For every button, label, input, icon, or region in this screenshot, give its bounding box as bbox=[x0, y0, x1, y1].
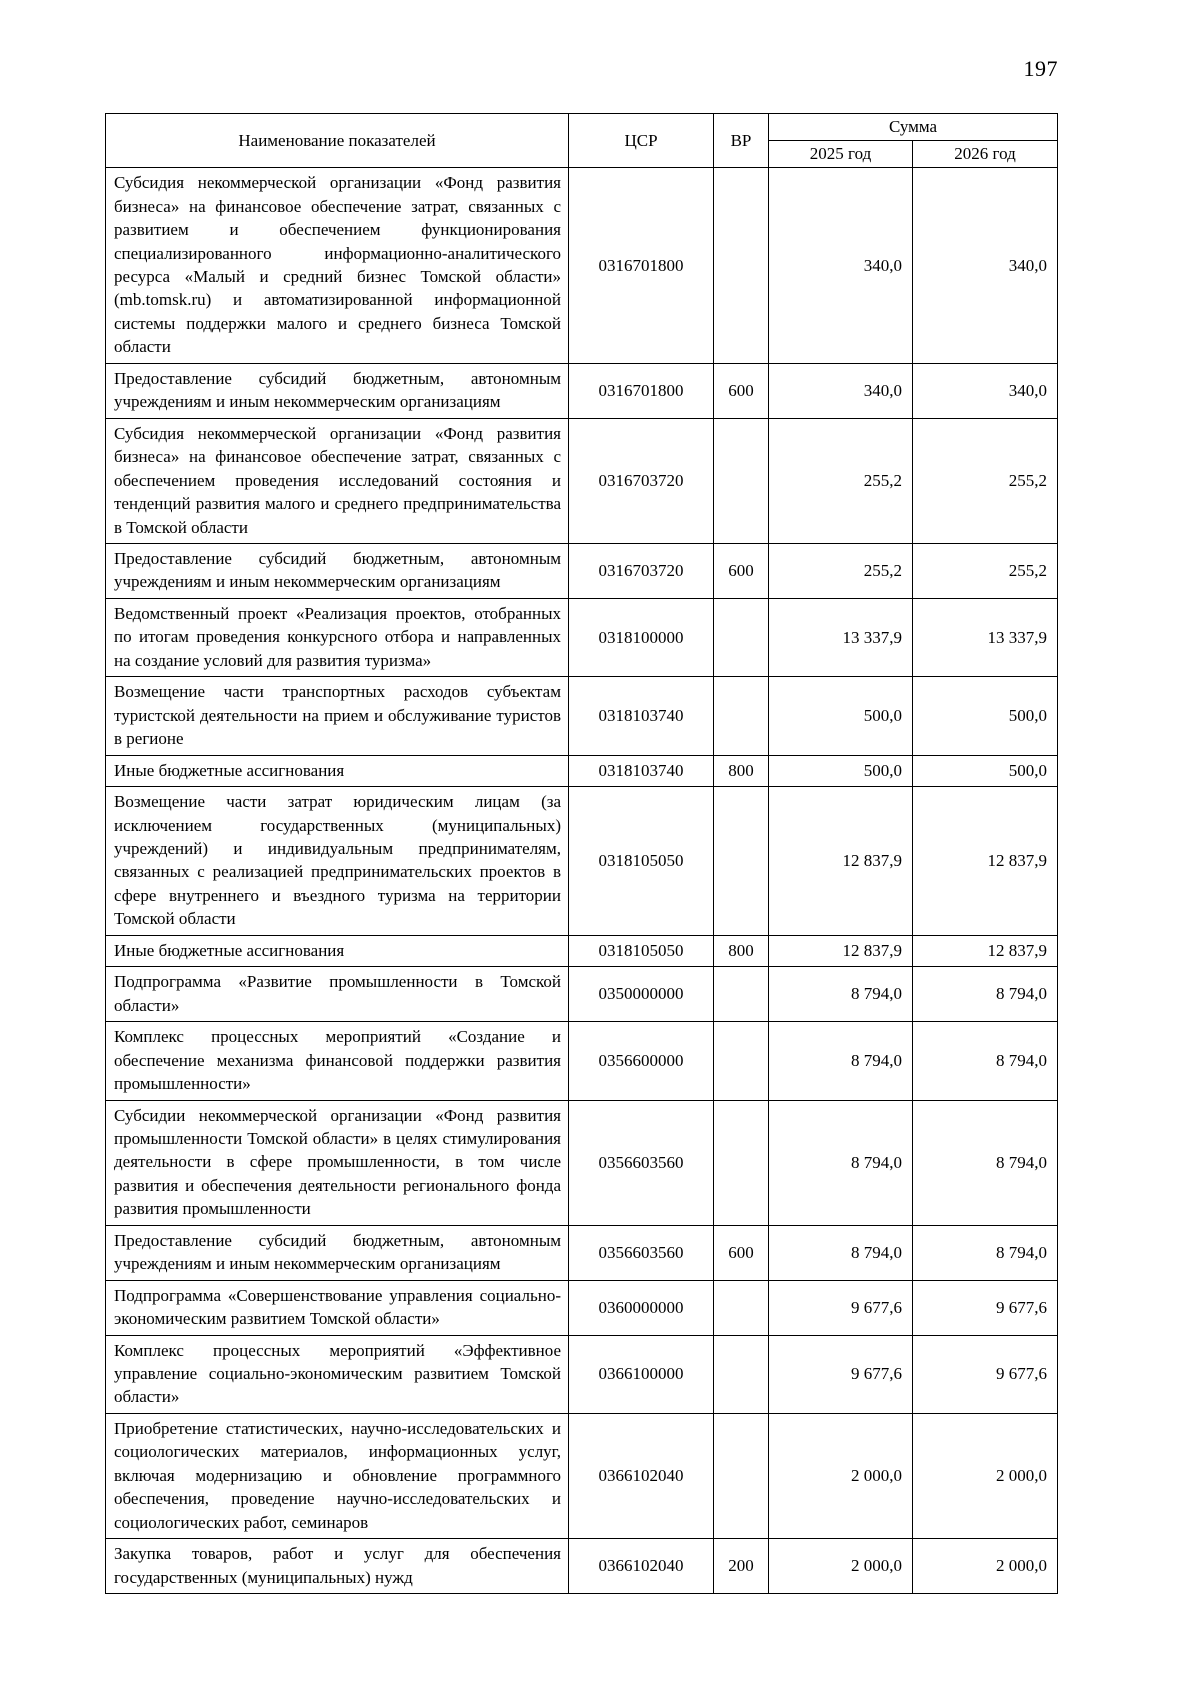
row-vr-code bbox=[714, 1022, 769, 1100]
row-vr-code bbox=[714, 1280, 769, 1335]
row-vr-code: 600 bbox=[714, 363, 769, 418]
row-csr-code: 0316701800 bbox=[569, 363, 714, 418]
row-amount-2025: 12 837,9 bbox=[769, 787, 913, 936]
row-amount-2026: 8 794,0 bbox=[913, 1100, 1058, 1225]
row-csr-code: 0350000000 bbox=[569, 967, 714, 1022]
row-name: Закупка товаров, работ и услуг для обеспечения государственных (муниципальных) нужд bbox=[106, 1539, 569, 1594]
table-row bbox=[106, 1539, 1058, 1594]
row-amount-2025: 500,0 bbox=[769, 755, 913, 786]
row-name: Ведомственный проект «Реализация проектов, отобранных по итогам проведения конкурсного отбора и направленных на создание условий для развития туризма» bbox=[106, 598, 569, 676]
row-amount-2025: 255,2 bbox=[769, 418, 913, 543]
row-csr-code: 0366100000 bbox=[569, 1335, 714, 1413]
row-amount-2026: 12 837,9 bbox=[913, 935, 1058, 966]
table-row bbox=[106, 755, 1058, 786]
table-row bbox=[106, 787, 1058, 936]
table-row bbox=[106, 1100, 1058, 1225]
row-csr-code: 0366102040 bbox=[569, 1539, 714, 1594]
row-name: Иные бюджетные ассигнования bbox=[106, 935, 569, 966]
row-name: Комплекс процессных мероприятий «Создание и обеспечение механизма финансовой поддержки развития промышленности» bbox=[106, 1022, 569, 1100]
table-row bbox=[106, 598, 1058, 676]
column-header-vr: ВР bbox=[714, 114, 769, 168]
row-amount-2026: 255,2 bbox=[913, 543, 1058, 598]
row-name: Подпрограмма «Совершенствование управления социально-экономическим развитием Томской области» bbox=[106, 1280, 569, 1335]
row-amount-2025: 9 677,6 bbox=[769, 1280, 913, 1335]
row-amount-2025: 2 000,0 bbox=[769, 1413, 913, 1538]
row-vr-code bbox=[714, 1413, 769, 1538]
row-amount-2025: 8 794,0 bbox=[769, 1022, 913, 1100]
column-header-name: Наименование показателей bbox=[106, 114, 569, 168]
row-vr-code bbox=[714, 787, 769, 936]
row-name: Субсидии некоммерческой организации «Фонд развития промышленности Томской области» в целях стимулирования деятельности в сфере промышленности, в том числе развития и обеспечения деятельности регионального фонда развития промышленности bbox=[106, 1100, 569, 1225]
row-amount-2025: 340,0 bbox=[769, 168, 913, 364]
row-name: Подпрограмма «Развитие промышленности в Томской области» bbox=[106, 967, 569, 1022]
row-name: Возмещение части затрат юридическим лицам (за исключением государственных (муниципальных) учреждений) и индивидуальным предпринимателям, связанных с реализацией предпринимательских проектов в сфере внутреннего и въездного туризма на территории Томской области bbox=[106, 787, 569, 936]
row-csr-code: 0316703720 bbox=[569, 543, 714, 598]
row-vr-code bbox=[714, 598, 769, 676]
row-csr-code: 0366102040 bbox=[569, 1413, 714, 1538]
table-row bbox=[106, 1022, 1058, 1100]
row-amount-2026: 8 794,0 bbox=[913, 1225, 1058, 1280]
table-row bbox=[106, 1413, 1058, 1538]
row-amount-2025: 9 677,6 bbox=[769, 1335, 913, 1413]
row-vr-code: 600 bbox=[714, 543, 769, 598]
row-amount-2026: 500,0 bbox=[913, 755, 1058, 786]
row-vr-code: 800 bbox=[714, 935, 769, 966]
table-row bbox=[106, 1225, 1058, 1280]
row-vr-code bbox=[714, 677, 769, 755]
row-amount-2025: 13 337,9 bbox=[769, 598, 913, 676]
row-amount-2026: 500,0 bbox=[913, 677, 1058, 755]
column-header-year-2026: 2026 год bbox=[913, 141, 1058, 168]
row-amount-2026: 2 000,0 bbox=[913, 1539, 1058, 1594]
row-csr-code: 0318105050 bbox=[569, 935, 714, 966]
row-csr-code: 0316703720 bbox=[569, 418, 714, 543]
row-vr-code: 600 bbox=[714, 1225, 769, 1280]
table-body bbox=[106, 168, 1058, 1594]
row-vr-code bbox=[714, 1100, 769, 1225]
row-vr-code bbox=[714, 1335, 769, 1413]
row-csr-code: 0316701800 bbox=[569, 168, 714, 364]
row-vr-code: 200 bbox=[714, 1539, 769, 1594]
table-row bbox=[106, 543, 1058, 598]
row-vr-code bbox=[714, 967, 769, 1022]
table-header bbox=[106, 114, 1058, 168]
row-csr-code: 0318105050 bbox=[569, 787, 714, 936]
row-vr-code bbox=[714, 418, 769, 543]
row-amount-2026: 340,0 bbox=[913, 168, 1058, 364]
table-row bbox=[106, 363, 1058, 418]
row-amount-2025: 255,2 bbox=[769, 543, 913, 598]
row-csr-code: 0360000000 bbox=[569, 1280, 714, 1335]
row-amount-2026: 255,2 bbox=[913, 418, 1058, 543]
row-csr-code: 0356603560 bbox=[569, 1225, 714, 1280]
row-amount-2026: 9 677,6 bbox=[913, 1335, 1058, 1413]
row-amount-2026: 8 794,0 bbox=[913, 967, 1058, 1022]
table-row bbox=[106, 677, 1058, 755]
table-row bbox=[106, 168, 1058, 364]
row-name: Комплекс процессных мероприятий «Эффективное управление социально-экономическим развитием Томской области» bbox=[106, 1335, 569, 1413]
row-name: Предоставление субсидий бюджетным, автономным учреждениям и иным некоммерческим организациям bbox=[106, 543, 569, 598]
row-name: Субсидия некоммерческой организации «Фонд развития бизнеса» на финансовое обеспечение затрат, связанных с развитием и обеспечением функционирования специализированного информационно-аналитического ресурса «Малый и средний бизнес Томской области» (mb.tomsk.ru) и автоматизированной информационной системы поддержки малого и среднего бизнеса Томской области bbox=[106, 168, 569, 364]
row-amount-2026: 13 337,9 bbox=[913, 598, 1058, 676]
row-name: Субсидия некоммерческой организации «Фонд развития бизнеса» на финансовое обеспечение затрат, связанных с обеспечением проведения исследований состояния и тенденций развития малого и среднего предпринимательства в Томской области bbox=[106, 418, 569, 543]
row-amount-2025: 12 837,9 bbox=[769, 935, 913, 966]
row-csr-code: 0318103740 bbox=[569, 755, 714, 786]
table-row bbox=[106, 967, 1058, 1022]
budget-table bbox=[105, 113, 1058, 1594]
row-amount-2025: 500,0 bbox=[769, 677, 913, 755]
row-amount-2025: 8 794,0 bbox=[769, 1100, 913, 1225]
row-amount-2025: 8 794,0 bbox=[769, 1225, 913, 1280]
row-amount-2025: 340,0 bbox=[769, 363, 913, 418]
column-header-sum: Сумма bbox=[769, 114, 1058, 141]
row-amount-2026: 9 677,6 bbox=[913, 1280, 1058, 1335]
row-csr-code: 0356600000 bbox=[569, 1022, 714, 1100]
row-amount-2025: 2 000,0 bbox=[769, 1539, 913, 1594]
row-vr-code bbox=[714, 168, 769, 364]
row-amount-2025: 8 794,0 bbox=[769, 967, 913, 1022]
row-name: Предоставление субсидий бюджетным, автономным учреждениям и иным некоммерческим организациям bbox=[106, 1225, 569, 1280]
column-header-csr: ЦСР bbox=[569, 114, 714, 168]
table-row bbox=[106, 1335, 1058, 1413]
row-csr-code: 0318103740 bbox=[569, 677, 714, 755]
page-number: 197 bbox=[1023, 56, 1058, 81]
row-csr-code: 0356603560 bbox=[569, 1100, 714, 1225]
table-row bbox=[106, 1280, 1058, 1335]
column-header-year-2025: 2025 год bbox=[769, 141, 913, 168]
row-name: Возмещение части транспортных расходов субъектам туристской деятельности на прием и обслуживание туристов в регионе bbox=[106, 677, 569, 755]
row-name: Иные бюджетные ассигнования bbox=[106, 755, 569, 786]
row-csr-code: 0318100000 bbox=[569, 598, 714, 676]
row-amount-2026: 8 794,0 bbox=[913, 1022, 1058, 1100]
row-vr-code: 800 bbox=[714, 755, 769, 786]
table-row bbox=[106, 935, 1058, 966]
row-name: Предоставление субсидий бюджетным, автономным учреждениям и иным некоммерческим организациям bbox=[106, 363, 569, 418]
row-amount-2026: 12 837,9 bbox=[913, 787, 1058, 936]
row-amount-2026: 2 000,0 bbox=[913, 1413, 1058, 1538]
header-row-top bbox=[106, 114, 1058, 141]
row-name: Приобретение статистических, научно-исследовательских и социологических материалов, информационных услуг, включая модернизацию и обновление программного обеспечения, проведение научно-исследовательских и социологических работ, семинаров bbox=[106, 1413, 569, 1538]
table-row bbox=[106, 418, 1058, 543]
row-amount-2026: 340,0 bbox=[913, 363, 1058, 418]
